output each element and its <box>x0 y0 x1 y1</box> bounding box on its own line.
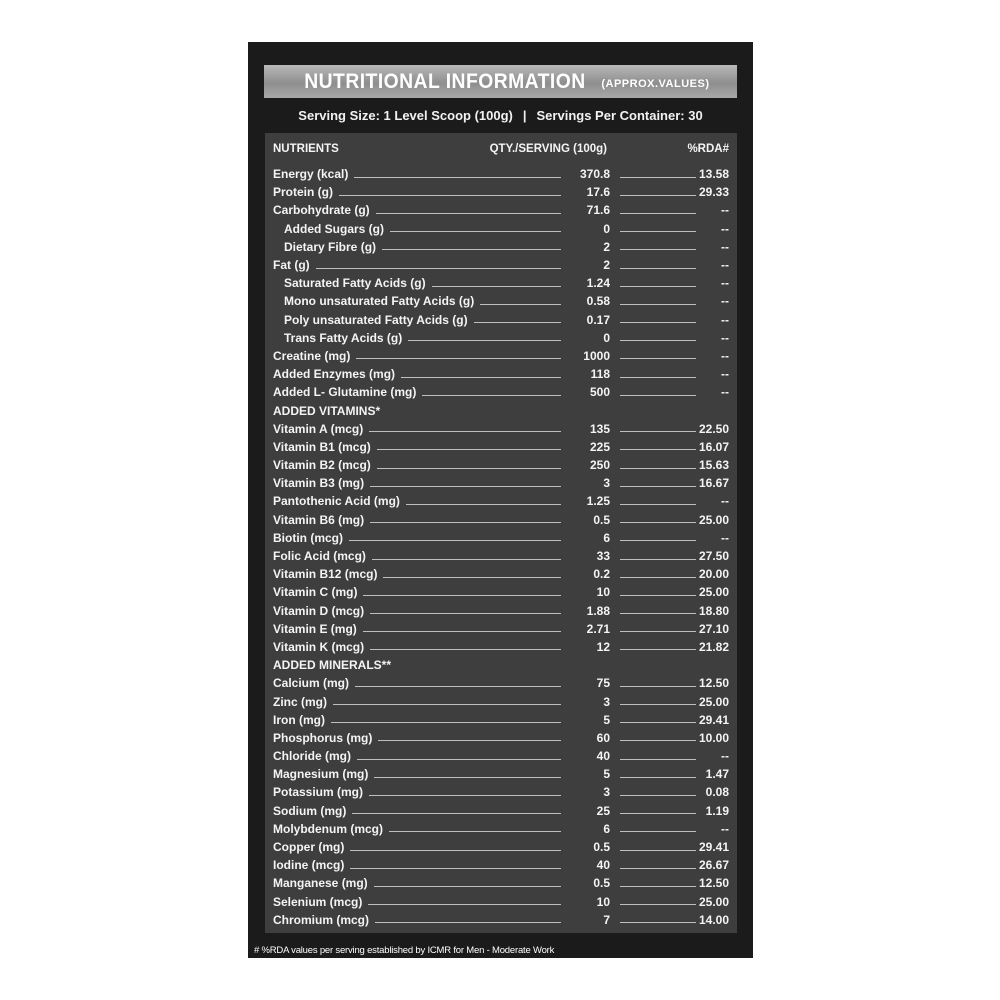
leader-line <box>620 304 696 305</box>
qty-value: 1.24 <box>586 276 610 291</box>
leader-line <box>432 286 561 287</box>
serving-size: Serving Size: 1 Level Scoop (100g) <box>298 107 513 123</box>
leader-line <box>620 540 696 541</box>
leader-line <box>620 486 696 487</box>
leader-line <box>390 231 561 232</box>
table-row <box>273 620 729 638</box>
table-row <box>273 183 729 201</box>
qty-value: 10 <box>596 585 610 600</box>
nutrient-name: Dietary Fibre (g) <box>284 239 377 254</box>
table-row <box>273 674 729 692</box>
nutrient-name: Manganese (mg) <box>273 876 368 891</box>
nutrient-name: Copper (mg) <box>273 840 345 855</box>
leader-line <box>350 850 561 851</box>
rda-value: -- <box>721 348 729 363</box>
qty-value: 0.17 <box>586 312 610 327</box>
table-row <box>273 256 729 274</box>
table-row <box>273 365 729 383</box>
table-row <box>273 802 729 820</box>
nutrient-name: Vitamin B2 (mcg) <box>273 458 371 473</box>
leader-line <box>422 395 561 396</box>
leader-line <box>377 449 561 450</box>
leader-line <box>349 540 561 541</box>
header-qty: QTY./SERVING (100g) <box>489 143 607 155</box>
table-row <box>273 492 729 510</box>
serving-info <box>248 103 753 127</box>
nutrient-name: Added L- Glutamine (mg) <box>273 385 417 400</box>
table-row <box>273 547 729 565</box>
rda-value: -- <box>721 258 729 273</box>
leader-line <box>620 322 696 323</box>
leader-line <box>620 777 696 778</box>
table-row <box>273 565 729 583</box>
table-row <box>273 347 729 365</box>
nutrient-name: Iodine (mcg) <box>273 858 345 873</box>
leader-line <box>369 431 561 432</box>
leader-line <box>620 231 696 232</box>
rda-value: 12.50 <box>699 876 730 891</box>
qty-value: 0 <box>603 330 610 345</box>
table-row <box>273 911 729 929</box>
leader-line <box>480 304 561 305</box>
nutrient-name: Magnesium (mg) <box>273 767 369 782</box>
table-row <box>273 420 729 438</box>
table-row <box>273 220 729 238</box>
leader-line <box>352 813 561 814</box>
rda-value: 27.50 <box>699 549 730 564</box>
leader-line <box>370 649 561 650</box>
nutrition-panel <box>248 42 753 958</box>
rda-value: 21.82 <box>699 639 730 654</box>
leader-line <box>620 340 696 341</box>
table-row <box>273 711 729 729</box>
leader-line <box>620 522 696 523</box>
nutrient-name: Creatine (mg) <box>273 348 351 363</box>
rda-value: 13.58 <box>699 167 730 182</box>
leader-line <box>369 795 561 796</box>
rda-value: -- <box>721 294 729 309</box>
nutrient-name: Poly unsaturated Fatty Acids (g) <box>284 312 468 327</box>
leader-line <box>372 559 561 560</box>
leader-line <box>620 795 696 796</box>
nutrient-name: Trans Fatty Acids (g) <box>284 330 403 345</box>
qty-value: 33 <box>596 549 610 564</box>
rda-value: 14.00 <box>699 912 730 927</box>
rda-value: 1.47 <box>705 767 729 782</box>
rda-value: -- <box>721 749 729 764</box>
rda-value: 16.67 <box>699 476 730 491</box>
table-row <box>273 311 729 329</box>
nutrient-name: Selenium (mcg) <box>273 894 363 909</box>
leader-line <box>620 740 696 741</box>
qty-value: 6 <box>603 821 610 836</box>
rda-value: -- <box>721 530 729 545</box>
nutrient-name: Calcium (mg) <box>273 676 350 691</box>
leader-line <box>354 177 561 178</box>
nutrient-name: Iron (mg) <box>273 712 325 727</box>
rda-value: 22.50 <box>699 421 730 436</box>
rda-value: -- <box>721 312 729 327</box>
leader-line <box>350 868 561 869</box>
table-row <box>273 893 729 911</box>
leader-line <box>378 740 561 741</box>
table-row <box>273 783 729 801</box>
table-row <box>273 874 729 892</box>
rda-value: 26.67 <box>699 858 730 873</box>
header-nutrients: NUTRIENTS <box>273 143 339 155</box>
leader-line <box>620 613 696 614</box>
leader-line <box>620 286 696 287</box>
rda-value: -- <box>721 276 729 291</box>
leader-line <box>620 722 696 723</box>
leader-line <box>620 559 696 560</box>
rda-value: 25.00 <box>699 694 730 709</box>
nutrient-name: Chloride (mg) <box>273 749 351 764</box>
nutrient-name: Vitamin D (mcg) <box>273 603 365 618</box>
qty-value: 500 <box>589 385 610 400</box>
serving-separator: | <box>522 107 527 123</box>
rda-value: 1.19 <box>705 803 729 818</box>
rda-value: -- <box>721 385 729 400</box>
qty-value: 0.5 <box>593 512 610 527</box>
leader-line <box>368 904 561 905</box>
rda-value: 29.41 <box>699 712 730 727</box>
leader-line <box>620 759 696 760</box>
qty-value: 10 <box>596 894 610 909</box>
nutrient-name: Vitamin C (mg) <box>273 585 358 600</box>
nutrient-name: Energy (kcal) <box>273 167 349 182</box>
leader-line <box>620 868 696 869</box>
nutrient-name: Mono unsaturated Fatty Acids (g) <box>284 294 475 309</box>
rda-value: 0.08 <box>705 785 729 800</box>
nutrient-name: Vitamin B6 (mg) <box>273 512 365 527</box>
qty-value: 1000 <box>583 348 610 363</box>
table-row <box>273 238 729 256</box>
rda-value: 20.00 <box>699 567 730 582</box>
leader-line <box>389 831 561 832</box>
nutrient-name: Carbohydrate (g) <box>273 203 370 218</box>
rda-value: -- <box>721 367 729 382</box>
qty-value: 0 <box>603 221 610 236</box>
leader-line <box>620 577 696 578</box>
leader-line <box>406 504 561 505</box>
qty-value: 0.2 <box>593 567 610 582</box>
leader-line <box>331 722 561 723</box>
nutrient-name: Phosphorus (mg) <box>273 730 373 745</box>
qty-value: 12 <box>596 639 610 654</box>
qty-value: 0.58 <box>586 294 610 309</box>
rda-value: 15.63 <box>699 458 730 473</box>
qty-value: 71.6 <box>586 203 610 218</box>
table-row <box>273 729 729 747</box>
section-heading: ADDED MINERALS** <box>273 658 392 673</box>
qty-value: 135 <box>589 421 610 436</box>
leader-line <box>374 777 561 778</box>
nutrient-name: Added Sugars (g) <box>284 221 385 236</box>
leader-line <box>376 213 561 214</box>
leader-line <box>333 704 561 705</box>
nutrient-name: Vitamin E (mg) <box>273 621 357 636</box>
leader-line <box>474 322 561 323</box>
table-row <box>273 856 729 874</box>
leader-line <box>370 486 561 487</box>
leader-line <box>620 904 696 905</box>
qty-value: 2 <box>603 239 610 254</box>
table-row <box>273 456 729 474</box>
table-row <box>273 765 729 783</box>
nutrient-name: Pantothenic Acid (mg) <box>273 494 400 509</box>
qty-value: 25 <box>596 803 610 818</box>
leader-line <box>382 249 561 250</box>
qty-value: 0.5 <box>593 840 610 855</box>
leader-line <box>620 268 696 269</box>
leader-line <box>620 922 696 923</box>
nutrient-name: Vitamin K (mcg) <box>273 639 365 654</box>
leader-line <box>620 358 696 359</box>
table-row <box>273 274 729 292</box>
leader-line <box>620 213 696 214</box>
qty-value: 17.6 <box>586 185 610 200</box>
leader-line <box>620 704 696 705</box>
rda-value: -- <box>721 330 729 345</box>
qty-value: 225 <box>589 439 610 454</box>
qty-value: 370.8 <box>579 167 610 182</box>
nutrient-name: Protein (g) <box>273 185 333 200</box>
leader-line <box>355 686 561 687</box>
table-row <box>273 692 729 710</box>
nutrient-name: Molybdenum (mcg) <box>273 821 383 836</box>
leader-line <box>316 268 561 269</box>
leader-line <box>383 577 561 578</box>
nutrient-name: Vitamin A (mcg) <box>273 421 364 436</box>
rda-value: 29.41 <box>699 840 730 855</box>
qty-value: 40 <box>596 858 610 873</box>
leader-line <box>620 686 696 687</box>
table-row <box>273 165 729 183</box>
title-main: NUTRITIONAL INFORMATION <box>303 69 586 93</box>
qty-value: 5 <box>603 767 610 782</box>
leader-line <box>377 468 561 469</box>
rda-value: 16.07 <box>699 439 730 454</box>
nutrition-table <box>265 133 737 933</box>
leader-line <box>339 195 561 196</box>
rda-value: 25.00 <box>699 894 730 909</box>
title-sub: (APPROX.VALUES) <box>601 77 710 90</box>
table-row <box>273 383 729 401</box>
leader-line <box>363 595 561 596</box>
rda-value: -- <box>721 821 729 836</box>
leader-line <box>370 522 561 523</box>
leader-line <box>620 649 696 650</box>
qty-value: 7 <box>603 912 610 927</box>
nutrient-name: Biotin (mcg) <box>273 530 343 545</box>
leader-line <box>620 249 696 250</box>
nutrient-name: Sodium (mg) <box>273 803 347 818</box>
table-row <box>273 292 729 310</box>
footnote: # %RDA values per serving established by ICMR for Men - Moderate Work <box>254 945 555 956</box>
nutrient-name: Potassium (mg) <box>273 785 364 800</box>
leader-line <box>620 504 696 505</box>
leader-line <box>620 449 696 450</box>
nutrient-name: Folic Acid (mcg) <box>273 549 366 564</box>
table-row <box>273 583 729 601</box>
table-rows <box>273 165 729 929</box>
rda-value: 12.50 <box>699 676 730 691</box>
rda-value: 25.00 <box>699 512 730 527</box>
qty-value: 1.25 <box>586 494 610 509</box>
qty-value: 2.71 <box>586 621 610 636</box>
leader-line <box>620 831 696 832</box>
qty-value: 5 <box>603 712 610 727</box>
table-row <box>273 747 729 765</box>
nutrient-name: Fat (g) <box>273 258 310 273</box>
nutrient-name: Vitamin B12 (mcg) <box>273 567 378 582</box>
table-row <box>273 820 729 838</box>
leader-line <box>620 850 696 851</box>
qty-value: 2 <box>603 258 610 273</box>
leader-line <box>620 631 696 632</box>
table-row <box>273 438 729 456</box>
leader-line <box>620 595 696 596</box>
leader-line <box>620 377 696 378</box>
nutrient-name: Zinc (mg) <box>273 694 327 709</box>
qty-value: 118 <box>590 367 610 382</box>
rda-value: 25.00 <box>699 585 730 600</box>
leader-line <box>374 886 561 887</box>
leader-line <box>620 195 696 196</box>
rda-value: -- <box>721 203 729 218</box>
leader-line <box>356 358 561 359</box>
leader-line <box>363 631 561 632</box>
rda-value: 18.80 <box>699 603 730 618</box>
qty-value: 250 <box>589 458 610 473</box>
leader-line <box>357 759 561 760</box>
rda-value: 10.00 <box>699 730 730 745</box>
leader-line <box>620 395 696 396</box>
leader-line <box>620 886 696 887</box>
header-rda: %RDA# <box>687 143 729 155</box>
rda-value: -- <box>721 239 729 254</box>
leader-line <box>620 177 696 178</box>
leader-line <box>375 922 561 923</box>
rda-value: 27.10 <box>699 621 730 636</box>
leader-line <box>408 340 561 341</box>
table-row <box>273 838 729 856</box>
leader-line <box>620 468 696 469</box>
table-row <box>273 529 729 547</box>
table-row <box>273 511 729 529</box>
title-bar <box>264 65 737 98</box>
leader-line <box>620 431 696 432</box>
table-header <box>273 139 729 157</box>
qty-value: 40 <box>596 749 610 764</box>
rda-value: -- <box>721 221 729 236</box>
leader-line <box>370 613 561 614</box>
table-row <box>273 638 729 656</box>
table-row <box>273 602 729 620</box>
section-heading: ADDED VITAMINS* <box>273 403 381 418</box>
qty-value: 60 <box>596 730 610 745</box>
qty-value: 1.88 <box>586 603 610 618</box>
nutrient-name: Vitamin B1 (mcg) <box>273 439 371 454</box>
qty-value: 3 <box>603 785 610 800</box>
qty-value: 3 <box>603 694 610 709</box>
table-row <box>273 329 729 347</box>
nutrient-name: Vitamin B3 (mg) <box>273 476 365 491</box>
rda-value: 29.33 <box>699 185 730 200</box>
nutrient-name: Added Enzymes (mg) <box>273 367 396 382</box>
qty-value: 75 <box>596 676 610 691</box>
qty-value: 3 <box>603 476 610 491</box>
qty-value: 6 <box>603 530 610 545</box>
leader-line <box>401 377 561 378</box>
table-row <box>273 201 729 219</box>
nutrient-name: Chromium (mcg) <box>273 912 369 927</box>
servings-per-container: Servings Per Container: 30 <box>536 107 703 123</box>
nutrient-name: Saturated Fatty Acids (g) <box>284 276 426 291</box>
qty-value: 0.5 <box>593 876 610 891</box>
rda-value: -- <box>721 494 729 509</box>
table-row <box>273 474 729 492</box>
leader-line <box>620 813 696 814</box>
